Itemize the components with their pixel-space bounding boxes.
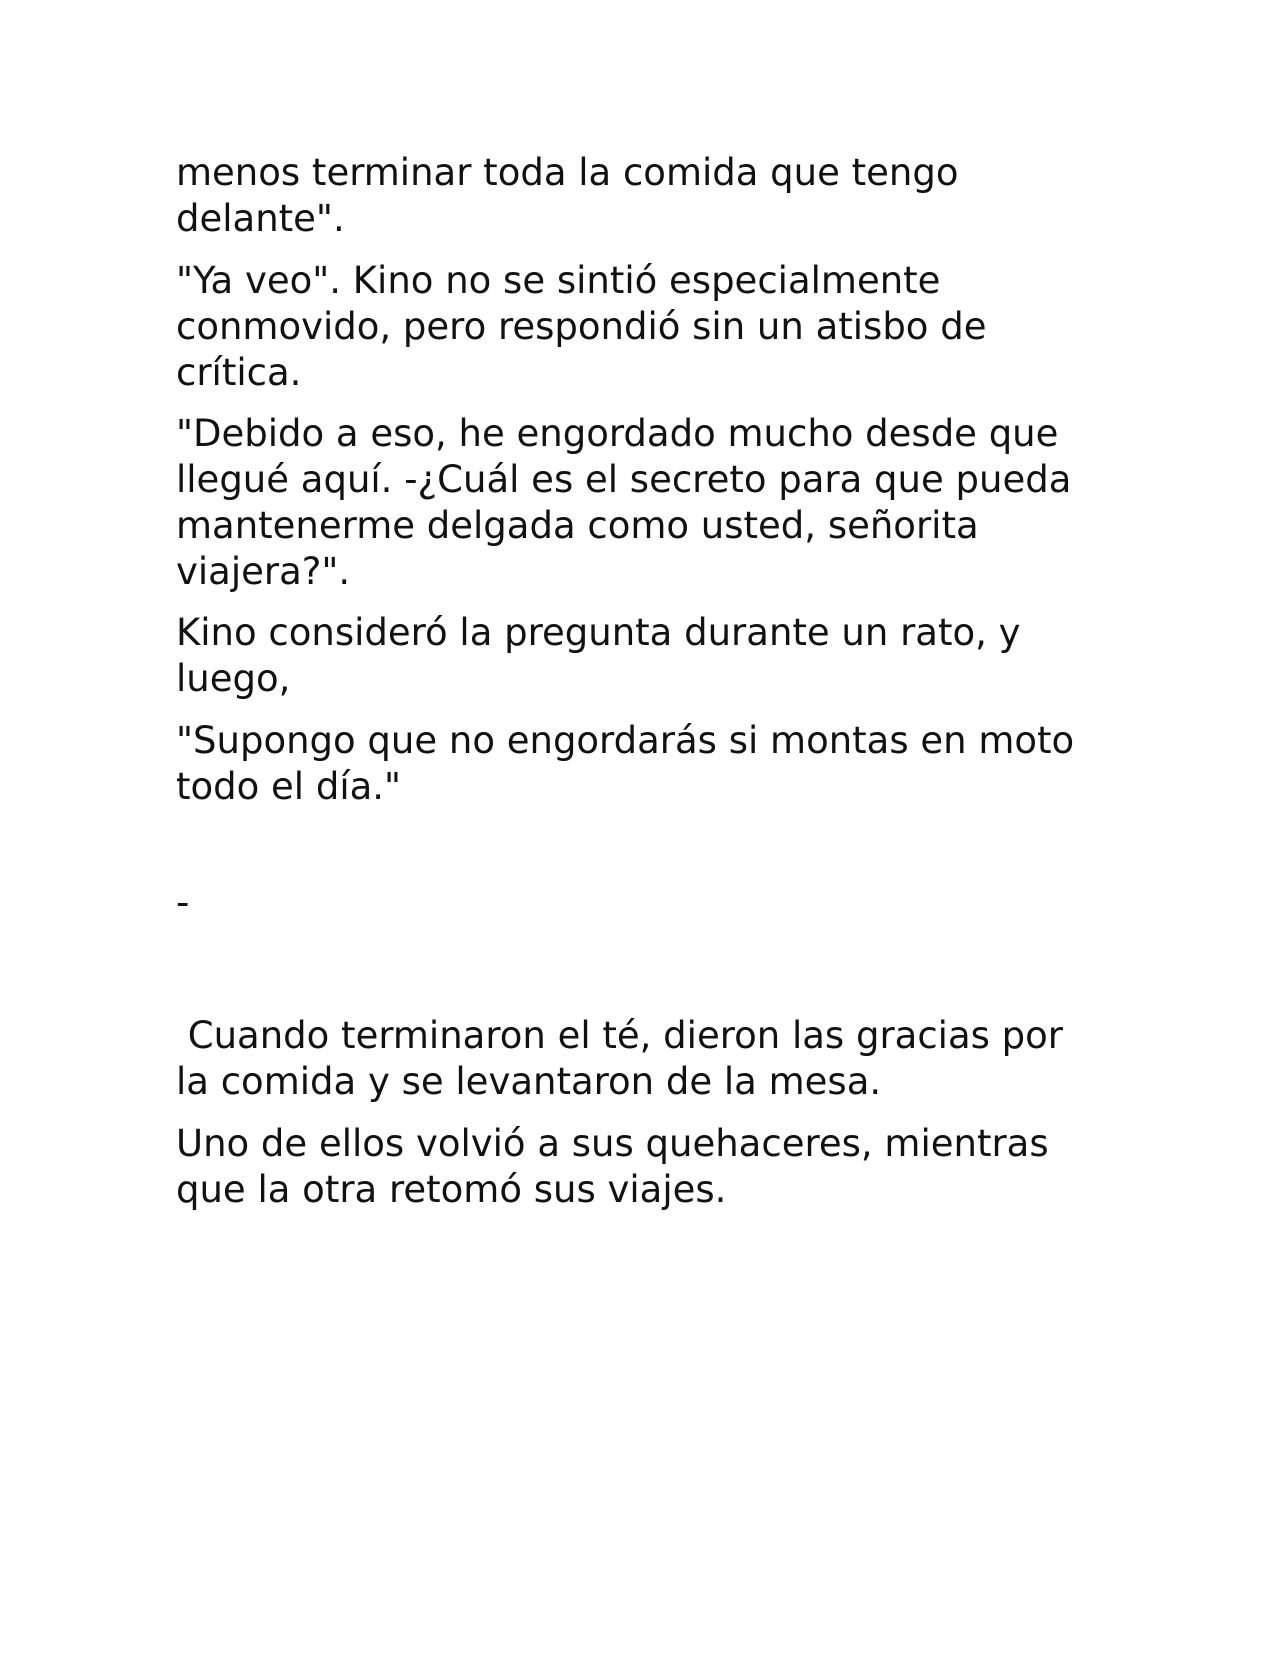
paragraph-1: menos terminar toda la comida que tengo delante". [176, 151, 959, 240]
paragraph-6: Cuando terminaron el té, dieron las gracias por la comida y se levantaron de la mesa. [176, 1014, 1063, 1103]
paragraph-2: "Ya veo". Kino no se sintió especialmente conmovido, pero respondió sin un atisbo de crítica. [176, 259, 987, 394]
paragraph-7: Uno de ellos volvió a sus quehaceres, mientras que la otra retomó sus viajes. [176, 1122, 1049, 1211]
scene-break: - [176, 881, 190, 924]
paragraph-3: "Debido a eso, he engordado mucho desde que llegué aquí. -¿Cuál es el secreto para que pueda mantenerme delgada como usted, señorita viajera?". [176, 412, 1072, 593]
paragraph-4: Kino consideró la pregunta durante un rato, y luego, [176, 611, 1021, 700]
paragraph-5: "Supongo que no engordarás si montas en moto todo el día." [176, 719, 1075, 808]
